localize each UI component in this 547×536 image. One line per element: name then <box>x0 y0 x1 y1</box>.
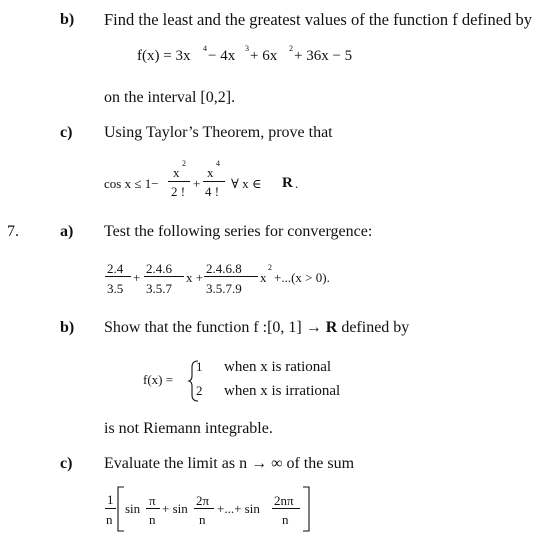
plus-sin-2: + sin <box>162 501 188 516</box>
term-3-numerator: 2.4.6.8 <box>206 261 242 276</box>
fraction-2-bar <box>203 181 225 182</box>
term-2-x: x + <box>186 270 204 285</box>
problem-7a-label: a) <box>60 223 74 240</box>
term-3-x: x <box>260 270 267 285</box>
term-1-denominator: 3.5 <box>107 281 124 296</box>
fraction-1-power: 2 <box>182 159 186 168</box>
case-2-condition: when x is irrational <box>224 383 341 399</box>
formula-exp-2: 3 <box>245 44 249 53</box>
riemann-conclusion: is not Riemann integrable. <box>104 420 273 437</box>
period: . <box>295 176 299 191</box>
fraction-2-power: 4 <box>216 159 220 168</box>
problem-7c-label: c) <box>60 455 73 472</box>
left-bracket-icon <box>117 486 125 532</box>
arg-3-numerator: 2nπ <box>274 493 294 508</box>
prefactor-denominator: n <box>106 512 113 527</box>
case-1-condition: when x is rational <box>224 359 332 375</box>
problem-7c-text: Evaluate the limit as n → ∞ of the sum <box>104 455 355 472</box>
ellipsis-sin: +...+ sin <box>217 501 260 516</box>
formula-exp-1: 4 <box>203 44 207 53</box>
arg-1-numerator: π <box>149 493 156 508</box>
formula-term-2: − 4x <box>208 48 236 64</box>
problem-7b-text-post: defined by <box>341 319 410 336</box>
fraction-1-denominator: 2 ! <box>171 184 186 199</box>
problem-c-text: Using Taylor’s Theorem, prove that <box>104 124 333 141</box>
problem-7b-text-pre: Show that the function f :[0, 1] → <box>104 319 322 336</box>
formula-exp-3: 2 <box>289 44 293 53</box>
interval-text: on the interval [0,2]. <box>104 89 236 106</box>
problem-7b-label: b) <box>60 319 75 336</box>
term-3-power: 2 <box>268 263 272 272</box>
prefactor-numerator: 1 <box>107 492 114 507</box>
reals-symbol-7b: R <box>325 319 338 336</box>
case-2-value: 2 <box>196 383 203 398</box>
right-bracket-icon <box>302 486 310 532</box>
sin-1: sin <box>125 501 141 516</box>
inequality-lhs: cos x ≤ 1− <box>104 176 159 191</box>
term-1-bar <box>105 276 131 277</box>
problem-7b-statement <box>104 320 409 336</box>
problem-7a-text: Test the following series for convergence: <box>104 223 373 240</box>
prefactor-bar <box>105 508 116 509</box>
fraction-2-numerator: x <box>207 165 214 180</box>
arg-1-denominator: n <box>149 512 156 527</box>
forall-clause: ∀ x ∈ <box>231 176 262 191</box>
arg-1-bar <box>146 508 160 509</box>
fraction-1-bar <box>168 181 190 182</box>
term-2-denominator: 3.5.7 <box>146 281 172 296</box>
arg-3-bar <box>272 508 300 509</box>
term-3-denominator: 3.5.7.9 <box>206 281 242 296</box>
term-2-numerator: 2.4.6 <box>146 261 172 276</box>
plus-1: + <box>133 270 141 285</box>
piecewise-lhs: f(x) = <box>143 372 174 387</box>
arg-2-denominator: n <box>199 512 206 527</box>
term-1-numerator: 2.4 <box>107 261 124 276</box>
problem-c-label: c) <box>60 124 73 141</box>
problem-b-label: b) <box>60 11 75 28</box>
term-2-bar <box>144 276 184 277</box>
arg-2-numerator: 2π <box>196 493 210 508</box>
term-3-bar <box>204 276 258 277</box>
formula-term-3: + 6x <box>250 48 278 64</box>
arg-2-bar <box>194 508 214 509</box>
case-1-value: 1 <box>196 359 203 374</box>
formula-term-4: + 36x − 5 <box>294 48 353 64</box>
reals-symbol: R <box>282 175 293 191</box>
arg-3-denominator: n <box>282 512 289 527</box>
fraction-1-numerator: x <box>173 165 180 180</box>
fraction-2-denominator: 4 ! <box>205 184 220 199</box>
question-number-7: 7. <box>7 223 19 240</box>
problem-b-text: Find the least and the greatest values of the function f defined by <box>104 10 532 29</box>
formula-term-1: f(x) = 3x <box>137 48 191 64</box>
series-tail: +...(x > 0). <box>274 270 330 285</box>
plus-sign: + <box>193 176 201 191</box>
